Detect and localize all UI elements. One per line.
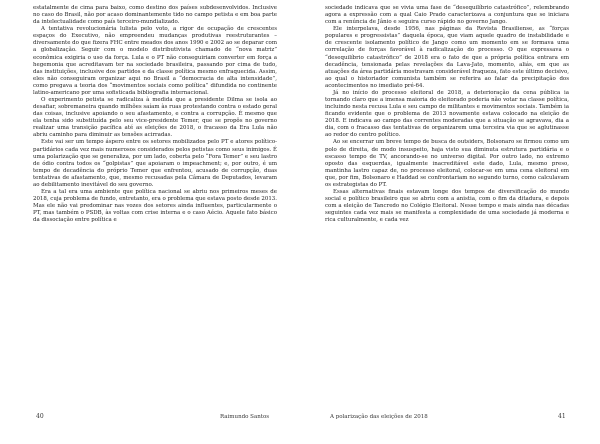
paragraph: A tentativa revolucionária lulista pelo voto, a rigor de ocupação de crescentes espaços do Executivo, não empreendeu mudanças produtivas reestruturantes – diversamente do que fizera FHC entre meados dos anos 1990 e 2002 ao se deparar com a globalização. Seguir com o modelo distributivista chamado de “nova matriz” econômica exigiria o uso da força. Lula e o PT não conseguiriam converter em força a hegemonia que acreditavam ter na sociedade brasileira, passando por cima de tudo, das instituições, inclusive dos partidos e da classe política mesmo enfraquecida. Assim, eles não conseguiram organizar aqui no Brasil a “democracia de alta intensidade”, como pregava a teoria dos “movimentos sociais como política” difundida no continente latino-americano por uma sofisticada bibliografia internacional. bbox=[33, 26, 277, 96]
right-page bbox=[300, 0, 600, 444]
paragraph: Ele interpelava, desde 1956, nas páginas da Revista Brasiliense, as “forças populares e progressistas” daquela época, que viam aquele quadro de instabilidade e de crescente isolamento político de Jango como um momento em se formava uma correlação de forças favorável à radicalização do processo. O que expressava o “desequilíbrio catastrófico” de 2018 era o fato de que a própria política entrara em decadência, tensionada pelas revelações da Lava-Jato, momento, aliás, em que as atuações da área partidária mostravam considerável fraqueza, fato este último decisivo, ao qual o historiador comunista também se referira ao falar da precipitação dos acontecimentos no imediato pré-64. bbox=[325, 26, 569, 89]
paragraph: Já no início do processo eleitoral de 2018, a deterioração da cena pública ia tornando claro que a imensa maioria do eleitorado poderia não votar na classe política, incluindo nesta recusa Lula e seu campo de militantes e movimentos sociais. Também ia ficando evidente que o problema de 2013 novamente estava colocado na eleição de 2018. E indicava ao campo das correntes moderadas que a situação se agravava, dia a dia, com o fracasso das tentativas de organizarem uma terceira via que se aglutinasse ao redor do centro político. bbox=[325, 89, 569, 139]
running-head-author: Raimundo Santos bbox=[220, 414, 270, 420]
paragraph: Era a tal era uma ambiente que política nacional se abriu nos primeiros meses de 2018, cuja problema de fundo, entretanto, era o problema que estava posto desde 2013. Mas ele não vai predominar nas vozes dos setores ainda influentes, particularmente o PT, mas também o PSDB, às voltas com crise interna e o caso Aécio. Aquele fato básico da dissociação entre política e bbox=[33, 189, 277, 224]
paragraph: Este vai ser um tempo áspero entre os setores mobilizados pelo PT e atores político-partidários cada vez mais numerosos considerados pelos petistas como seus inimigos. É uma polarização que se generaliza, por um lado, coberta pelo “Fora Temer” e seu lastro de ódio contra todos os “golpistas” que apoiaram o impeachment; e, por outro, é um tempo de decadência do próprio Temer que enfrentou, acusado de corrupção, duas tentativas de afastamento, que, mesmo recusadas pela Câmara de Deputados, levaram ao debilitamento inevitável do seu governo. bbox=[33, 139, 277, 188]
paragraph: estatalmente de cima para baixo, como destino dos países subdesenvolvidos. Inclusive no caso do Brasil, não por acaso dominantemente tido no campo petista e em boa parte da intelectualidade como país terceiro-mundializado. bbox=[33, 5, 277, 26]
paragraph: O experimento petista se radicaliza à medida que a presidente Dilma se isola ao desafiar, sobremaneira quando milhões saíam às ruas protestando contra o estado geral das coisas, inclusive apoiando o seu afastamento, e contra a corrupção. É mesmo que ela tenha sido substituída pelo seu vice-presidente Temer, que se propôs no governo realizar uma transição pacífica até as eleições de 2018, o fracasso da Era Lula não abriu caminho para diminuir as tensões acirradas. bbox=[33, 97, 277, 139]
running-head-title: A polarização das eleições de 2018 bbox=[330, 414, 428, 420]
left-text-column bbox=[33, 5, 277, 224]
paragraph: Essas alternativas finais estavam longe dos tempos de diversificação do mundo social e político brasileiro que se abriu com a anistia, com o fim da ditadura, e depois com a eleição de Tancredo no Colégio Eleitoral. Nesse tempo e mais ainda nas décadas seguintes cada vez mais se manifesta a complexidade de uma sociedade já moderna e rica culturalmente, e cada vez bbox=[325, 189, 569, 224]
page-number: 41 bbox=[558, 413, 566, 420]
right-text-column bbox=[325, 5, 569, 224]
paragraph: Ao se encerrar um breve tempo de busca de outsiders, Bolsonaro se firmou como um polo de direita, de modo insuspeito, haja visto sua diminuta estrutura partidária e o escasso tempo de TV, ancorando-se no universo digital. Por outro lado, no extremo oposto das esquerdas, igualmente inacreditável este dado, Lula, mesmo preso, mantinha lastro capaz de, no processo eleitoral, colocar-se em uma cena eleitoral em que, por fim, Bolsonaro e Haddad se confrontariam no segundo turno, como calculavam os estrategistas do PT. bbox=[325, 139, 569, 188]
page-number: 40 bbox=[36, 413, 44, 420]
paragraph: sociedade indicava que se vivia uma fase de “desequilíbrio catastrófico”, relembrando agora a expressão com a qual Caio Prado caracterizava a conjuntura que se iniciara com a renúncia de Jânio e seguira curso rápido no governo Jango. bbox=[325, 5, 569, 26]
